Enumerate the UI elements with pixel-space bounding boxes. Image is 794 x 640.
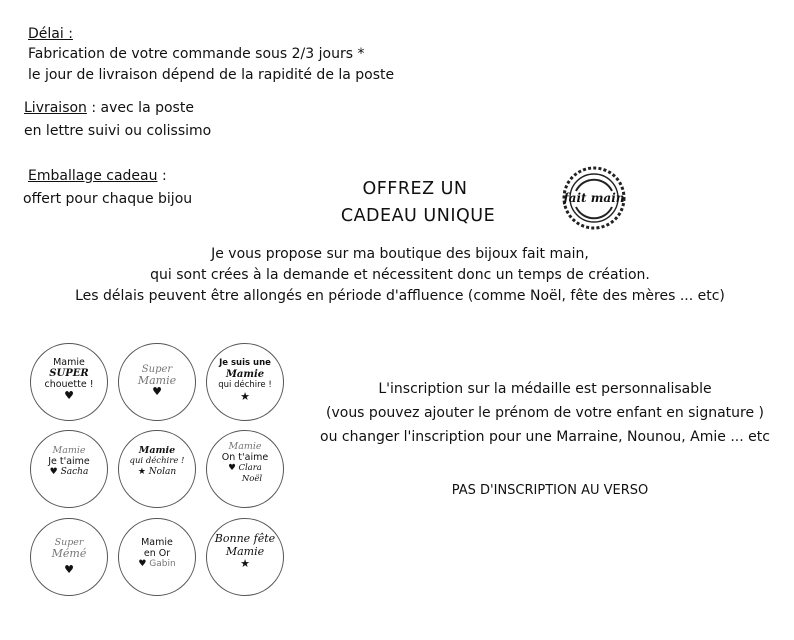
medal-3 (206, 343, 284, 421)
inscription-verso: PAS D'INSCRIPTION AU VERSO (451, 483, 649, 498)
badge-icon (562, 166, 626, 230)
delai-line2: le jour de livraison dépend de la rapidité de la poste (28, 67, 395, 83)
medal-8-signature (119, 559, 195, 570)
medal-4-line-c: Sacha (60, 467, 89, 477)
medal-5-line-a: Mamie (138, 445, 176, 456)
intro-line2: qui sont crées à la demande et nécessitent donc un temps de création. (150, 267, 650, 283)
medal-5 (118, 430, 196, 508)
star-icon: ★ (240, 390, 250, 403)
heart-icon: ♥ (152, 385, 162, 398)
delai-line1: Fabrication de votre commande sous 2/3 jours * (28, 46, 365, 62)
livraison-line (24, 99, 194, 117)
badge-text: fait main (563, 191, 625, 205)
medal-8-line-c: Gabin (149, 559, 176, 569)
medal-1-line-c: chouette ! (44, 379, 94, 390)
medal-8-line-a: Mamie (141, 537, 173, 548)
medal-4-line-b: Je t'aime (48, 456, 90, 467)
medal-6-line-d: Noël (241, 474, 263, 484)
medal-4-line-a: Mamie (52, 445, 86, 456)
medal-2 (118, 343, 196, 421)
medal-4 (30, 430, 108, 508)
medal-1 (30, 343, 108, 421)
offer-line2: CADEAU UNIQUE (340, 206, 496, 226)
medal-5-line-c: Nolan (148, 467, 177, 477)
livraison-line2: en lettre suivi ou colissimo (24, 123, 212, 139)
medal-1-line-b: SUPER (49, 368, 89, 379)
inscription-line1: L'inscription sur la médaille est personnalisable (378, 381, 712, 397)
medal-6-signature-1 (207, 463, 283, 474)
medal-6-line-b: On t'aime (221, 452, 269, 463)
medal-6 (206, 430, 284, 508)
heart-icon: ♥ (49, 467, 61, 477)
livraison-heading: Livraison (24, 100, 87, 116)
inscription-line2: (vous pouvez ajouter le prénom de votre enfant en signature ) (326, 405, 764, 421)
medal-3-line-b: Mamie (225, 369, 265, 380)
medal-7 (30, 518, 108, 596)
medal-6-line-a: Mamie (228, 441, 262, 452)
medal-9-line-a: Bonne fête (214, 532, 276, 545)
emballage-line (28, 167, 167, 185)
intro-line1: Je vous propose sur ma boutique des bijoux fait main, (211, 246, 589, 262)
medal-6-line-c: Clara (238, 463, 262, 473)
heart-icon: ♥ (64, 563, 74, 576)
heart-icon: ♥ (228, 463, 239, 473)
heart-icon: ♥ (64, 389, 74, 402)
star-icon: ★ (137, 467, 149, 477)
medal-1-line-a: Mamie (53, 357, 85, 368)
medal-9 (206, 518, 284, 596)
delai-heading: Délai : (28, 26, 73, 42)
medal-9-line-b: Mamie (225, 545, 265, 558)
fait-main-badge (562, 166, 626, 230)
intro-line3: Les délais peuvent être allongés en période d'affluence (comme Noël, fête des mères ... etc) (75, 288, 725, 304)
emballage-line2: offert pour chaque bijou (23, 191, 193, 207)
medal-3-line-c: qui déchire ! (218, 380, 272, 390)
emballage-heading: Emballage cadeau (28, 168, 158, 184)
inscription-line3: ou changer l'inscription pour une Marraine, Nounou, Amie ... etc (320, 429, 770, 445)
medal-7-line-a: Super (54, 537, 84, 548)
livraison-text: : avec la poste (86, 100, 194, 116)
medal-5-line-b: qui déchire ! (129, 456, 185, 466)
medal-7-line-b: Mémé (51, 547, 87, 560)
heart-icon: ♥ (138, 559, 150, 569)
star-icon: ★ (240, 557, 250, 570)
medal-2-line-a: Super (141, 364, 173, 375)
medal-8-line-b: en Or (143, 548, 171, 559)
emballage-colon: : (157, 168, 167, 184)
medal-2-line-b: Mamie (137, 374, 177, 387)
offer-line1: OFFREZ UN (362, 179, 468, 199)
medal-8 (118, 518, 196, 596)
medal-5-signature (119, 467, 195, 478)
medal-3-line-a: Je suis une (219, 358, 271, 368)
medal-4-signature (31, 467, 107, 478)
